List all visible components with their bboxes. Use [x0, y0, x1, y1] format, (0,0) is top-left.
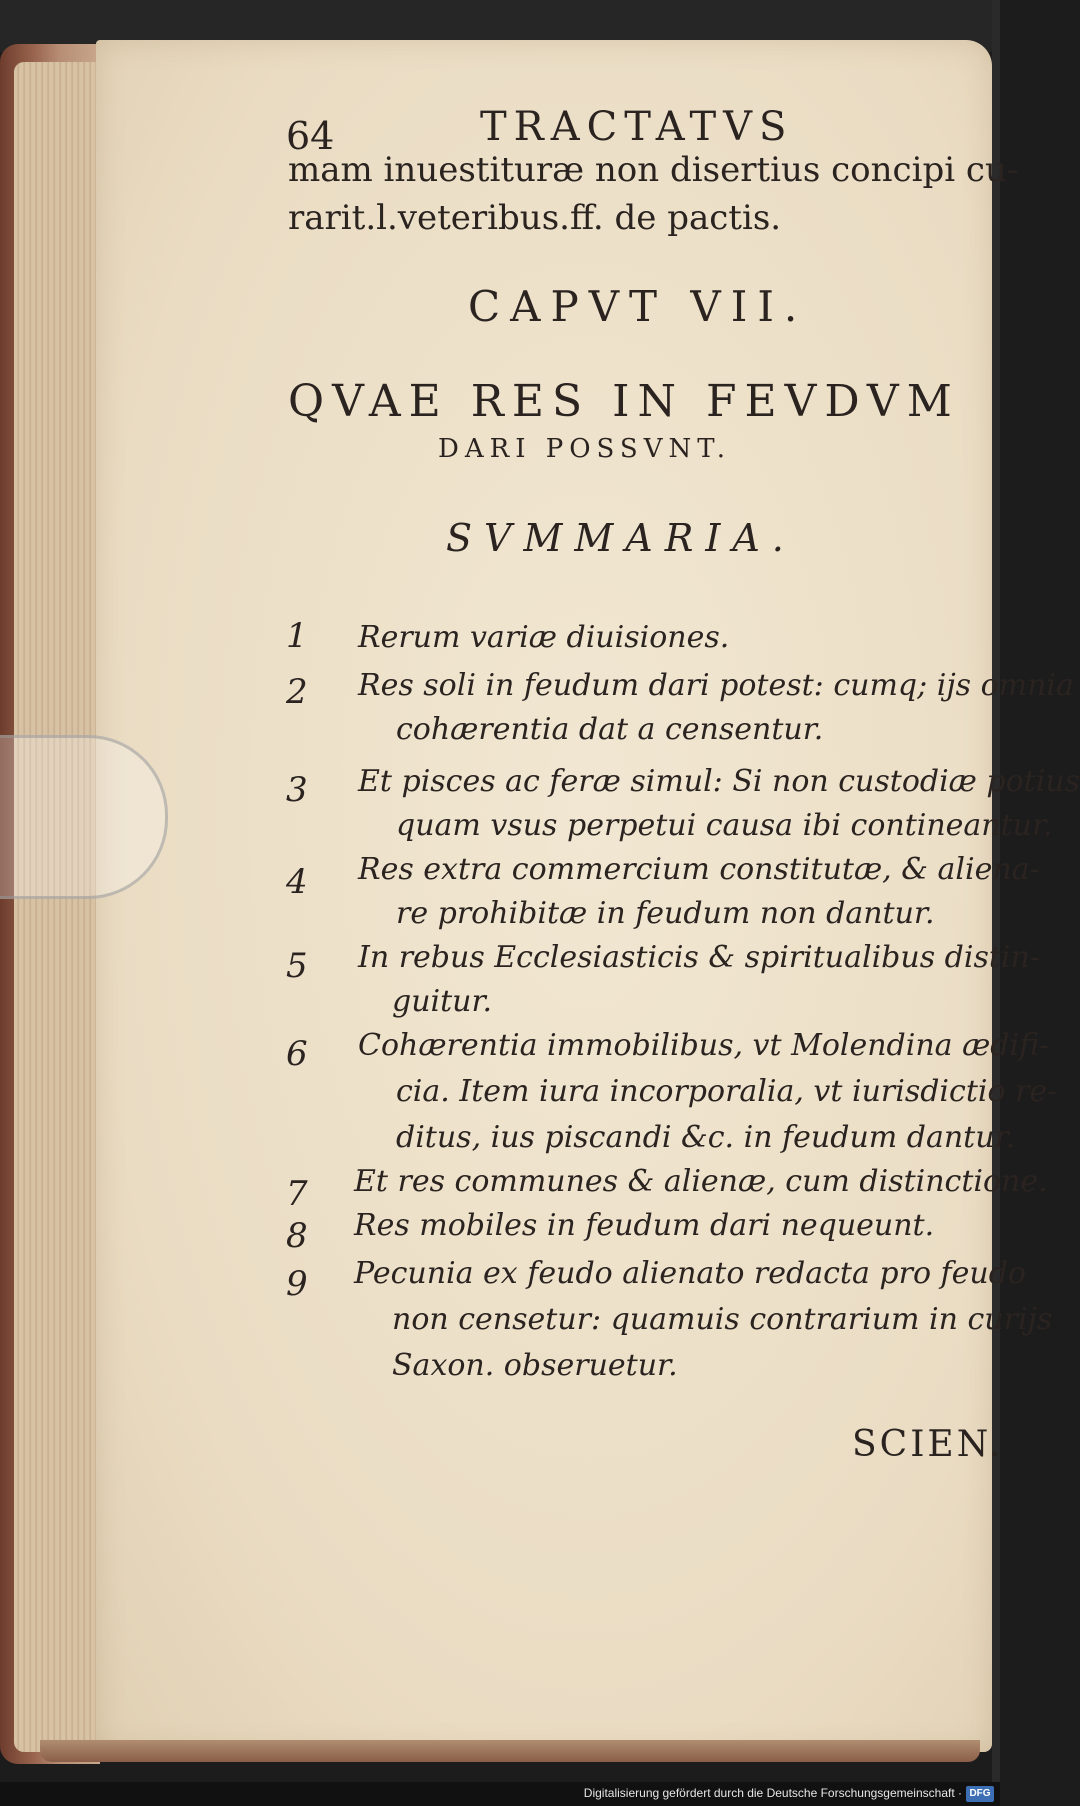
summary-line-4-2: re prohibitæ in feudum non dantur. — [396, 896, 935, 931]
summaria-heading: SVMMARIA. — [446, 516, 796, 560]
chapter-title-line-1: QVAE RES IN FEVDVM — [288, 376, 960, 427]
summary-line-9-2: non censetur: quamuis contrarium in curijs — [392, 1302, 1053, 1337]
dfg-logo-icon: DFG — [966, 1786, 994, 1802]
summary-line-2-1: Res soli in feudum dari potest: cumq; ijs omnia — [358, 668, 1074, 703]
summary-number-7: 7 — [286, 1174, 308, 1214]
summary-line-5-2: guitur. — [392, 984, 493, 1019]
footer-credit: Digitalisierung gefördert durch die Deutsche Forschungsgemeinschaft · — [583, 1786, 962, 1800]
summary-line-3-1: Et pisces ac feræ simul: Si non custodiæ potius — [358, 764, 1080, 799]
summary-number-1: 1 — [286, 616, 308, 656]
page-stack-edge — [14, 62, 100, 1752]
summary-line-9-3: Saxon. obseruetur. — [392, 1348, 678, 1383]
summary-line-7-1: Et res communes & alienæ, cum distinctione. — [354, 1164, 1048, 1199]
summary-line-6-2: cia. Item iura incorporalia, vt iurisdictio re- — [396, 1074, 1058, 1109]
book-bottom-edge — [40, 1740, 980, 1762]
continuation-line-2: rarit.l.veteribus.ff. de pactis. — [288, 198, 782, 238]
summary-line-6-1: Cohærentia immobilibus, vt Molendina ædifi- — [358, 1028, 1050, 1063]
summary-number-6: 6 — [286, 1034, 308, 1074]
summary-line-1-1: Rerum variæ diuisiones. — [358, 620, 730, 655]
summary-line-8-1: Res mobiles in feudum dari nequeunt. — [354, 1208, 935, 1243]
chapter-heading: CAPVT VII. — [468, 282, 808, 331]
summary-number-8: 8 — [286, 1216, 308, 1256]
catchword: SCIEN. — [852, 1424, 1004, 1465]
summary-line-3-2: quam vsus perpetui causa ibi contineantur. — [396, 808, 1053, 843]
summary-number-3: 3 — [286, 770, 308, 810]
summary-number-2: 2 — [286, 672, 308, 712]
footer-bar — [0, 1782, 1000, 1806]
chapter-title-line-2: DARI POSSVNT. — [438, 434, 732, 464]
summary-number-9: 9 — [286, 1264, 308, 1304]
continuation-line-1: mam inuestituræ non disertius concipi cu- — [288, 150, 1019, 190]
summary-line-4-1: Res extra commercium constitutæ, & aliena- — [358, 852, 1040, 887]
summary-line-5-1: In rebus Ecclesiasticis & spiritualibus distin- — [358, 940, 1040, 975]
summary-line-2-2: cohærentia dat a censentur. — [396, 712, 824, 747]
page-number: 64 — [286, 114, 335, 158]
running-head: TRACTATVS — [480, 104, 794, 150]
bookmark-clip — [0, 735, 168, 899]
summary-number-4: 4 — [286, 862, 308, 902]
summary-line-6-3: ditus, ius piscandi &c. in feudum dantur. — [396, 1120, 1016, 1155]
summary-number-5: 5 — [286, 946, 308, 986]
scan-background-right — [992, 0, 1000, 1806]
summary-line-9-1: Pecunia ex feudo alienato redacta pro feudo — [354, 1256, 1026, 1291]
